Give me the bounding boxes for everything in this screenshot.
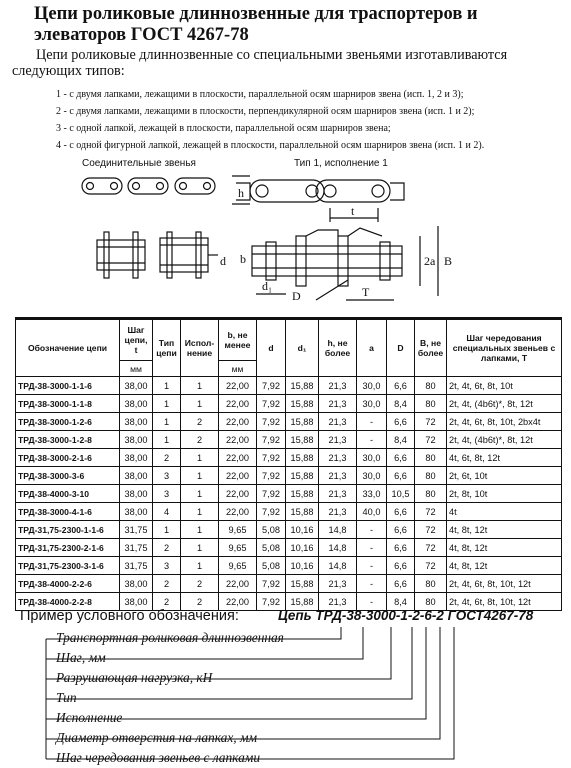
table-cell: 1	[181, 377, 219, 395]
table-cell: 2	[181, 413, 219, 431]
table-cell: 21,3	[319, 377, 357, 395]
table-cell: 2t, 4t, 6t, 8t, 10t, 2bx4t	[447, 413, 562, 431]
caption-connecting-links: Соединительные звенья	[82, 158, 196, 169]
table-cell: 2t, 4t, 6t, 8t, 10t, 12t	[447, 575, 562, 593]
chain-type-item: 1 - с двумя лапками, лежащими в плоскости, параллельной осям шарниров звена (исп. 1, 2 и 3);	[56, 89, 464, 100]
chain-type-item: 3 - с одной лапкой, лежащей в плоскости, параллельной осям шарниров звена;	[56, 123, 391, 134]
table-cell: 1	[181, 467, 219, 485]
legend-item: Диаметр отверстия на лапках, мм	[56, 730, 258, 745]
chain-code-cell: ТРД-38-3000-2-1-6	[16, 449, 120, 467]
table-cell: 15,88	[286, 485, 319, 503]
col-header: D	[387, 319, 415, 377]
table-cell: -	[357, 539, 387, 557]
table-cell: 1	[181, 539, 219, 557]
table-cell: 38,00	[120, 449, 153, 467]
table-cell: 38,00	[120, 575, 153, 593]
chain-code-cell: ТРД-38-4000-3-10	[16, 485, 120, 503]
table-cell: 5,08	[257, 557, 286, 575]
table-cell: 1	[181, 449, 219, 467]
table-cell: 8,4	[387, 395, 415, 413]
dim-label-b: b	[240, 252, 246, 266]
table-cell: 1	[181, 485, 219, 503]
legend-item: Транспортная роликовая длиннозвенная	[56, 630, 284, 645]
table-cell: 10,5	[387, 485, 415, 503]
table-cell: 6,6	[387, 503, 415, 521]
table-cell: -	[357, 521, 387, 539]
table-cell: 2	[153, 449, 181, 467]
col-header: Шаг чередования специальных звеньев с лапками, T	[447, 319, 562, 377]
table-cell: 72	[415, 431, 447, 449]
table-cell: 15,88	[286, 467, 319, 485]
table-header-row	[16, 319, 562, 361]
table-cell: 7,92	[257, 431, 286, 449]
table-row	[16, 449, 562, 467]
table-body	[16, 377, 562, 611]
table-cell: 38,00	[120, 377, 153, 395]
table-cell: 6,6	[387, 377, 415, 395]
table-cell: 21,3	[319, 575, 357, 593]
table-cell: 72	[415, 539, 447, 557]
table-cell: 2t, 4t, (4b6t)*, 8t, 12t	[447, 395, 562, 413]
dim-label-T: T	[362, 285, 370, 299]
table-cell: 22,00	[219, 395, 257, 413]
legend-item: Разрушающая нагрузка, кН	[56, 670, 213, 685]
table-row	[16, 467, 562, 485]
table-cell: 15,88	[286, 413, 319, 431]
table-cell: 15,88	[286, 575, 319, 593]
table-cell: 8,4	[387, 431, 415, 449]
table-row	[16, 431, 562, 449]
table-cell: 30,0	[357, 377, 387, 395]
table-cell: 15,88	[286, 431, 319, 449]
col-header: Испол-нение	[181, 319, 219, 377]
table-cell: 38,00	[120, 593, 153, 611]
table-row	[16, 575, 562, 593]
dimension-labels	[220, 186, 452, 303]
table-cell: 30,0	[357, 395, 387, 413]
table-cell: 31,75	[120, 539, 153, 557]
chain-type-item: 2 - с двумя лапками, лежащими в плоскости, перпендикулярной осям шарниров звена (исп. 1 и 2);	[56, 106, 475, 117]
dim-label-D: D	[292, 289, 301, 303]
table-cell: 9,65	[219, 521, 257, 539]
table-cell: 10,16	[286, 539, 319, 557]
table-cell: 14,8	[319, 557, 357, 575]
table-cell: 22,00	[219, 593, 257, 611]
table-cell: 2t, 8t, 10t	[447, 485, 562, 503]
table-cell: 15,88	[286, 449, 319, 467]
intro-text: Цепи роликовые длиннозвенные со специальными звеньями изготавливаются следующих типов:	[12, 47, 508, 79]
table-cell: 22,00	[219, 449, 257, 467]
table-cell: 38,00	[120, 395, 153, 413]
chain-code-cell: ТРД-38-4000-2-2-8	[16, 593, 120, 611]
table-cell: 2t, 4t, 6t, 8t, 10t, 12t	[447, 593, 562, 611]
table-cell: 6,6	[387, 467, 415, 485]
table-cell: 10,16	[286, 557, 319, 575]
table-cell: 80	[415, 467, 447, 485]
table-cell: 6,6	[387, 575, 415, 593]
table-row	[16, 557, 562, 575]
table-cell: 21,3	[319, 395, 357, 413]
table-row	[16, 395, 562, 413]
table-cell: 6,6	[387, 539, 415, 557]
col-header: d	[257, 319, 286, 377]
dim-label-d1: d₁	[262, 279, 273, 293]
table-cell: 1	[181, 557, 219, 575]
table-cell: 80	[415, 377, 447, 395]
col-header: Тип цепи	[153, 319, 181, 377]
chain-type1-side-view	[232, 176, 404, 222]
table-cell: 7,92	[257, 467, 286, 485]
table-cell: 33,0	[357, 485, 387, 503]
table-cell: 2t, 4t, (4b6t)*, 8t, 12t	[447, 431, 562, 449]
table-cell: 1	[153, 521, 181, 539]
chain-code-cell: ТРД-31,75-2300-2-1-6	[16, 539, 120, 557]
table-cell: 72	[415, 503, 447, 521]
table-cell: 22,00	[219, 431, 257, 449]
table-cell: 15,88	[286, 395, 319, 413]
table-row	[16, 377, 562, 395]
table-cell: 4	[153, 503, 181, 521]
unit-cell: мм	[120, 361, 153, 377]
table-cell: 1	[153, 413, 181, 431]
table-cell: 22,00	[219, 467, 257, 485]
table-cell: 2	[181, 575, 219, 593]
table-cell: 4t, 8t, 12t	[447, 539, 562, 557]
table-cell: 72	[415, 413, 447, 431]
chain-technical-drawing	[0, 0, 571, 320]
table-cell: 80	[415, 593, 447, 611]
dim-label-h: h	[238, 186, 244, 200]
table-cell: 7,92	[257, 413, 286, 431]
table-cell: -	[357, 557, 387, 575]
table-cell: 4t	[447, 503, 562, 521]
table-cell: 15,88	[286, 593, 319, 611]
table-cell: 72	[415, 557, 447, 575]
col-header: B, не более	[415, 319, 447, 377]
table-row	[16, 485, 562, 503]
col-header: d₁	[286, 319, 319, 377]
table-row	[16, 539, 562, 557]
table-cell: 2	[153, 575, 181, 593]
chain-code-cell: ТРД-38-3000-1-2-8	[16, 431, 120, 449]
table-cell: 14,8	[319, 539, 357, 557]
table-cell: 5,08	[257, 539, 286, 557]
table-cell: 7,92	[257, 449, 286, 467]
table-cell: 40,0	[357, 503, 387, 521]
col-header: Шаг цепи, t	[120, 319, 153, 361]
table-row	[16, 521, 562, 539]
table-row	[16, 413, 562, 431]
table-cell: 22,00	[219, 575, 257, 593]
table-cell: -	[357, 575, 387, 593]
table-cell: 21,3	[319, 449, 357, 467]
dim-label-d: d	[220, 254, 226, 268]
col-header: Обозначение цепи	[16, 319, 120, 377]
dim-label-t: t	[351, 204, 355, 218]
table-cell: 80	[415, 449, 447, 467]
table-cell: 15,88	[286, 503, 319, 521]
chain-code-cell: ТРД-38-3000-3-6	[16, 467, 120, 485]
legend-item: Тип	[56, 690, 77, 705]
example-label: Пример условного обозначения:	[20, 608, 239, 624]
table-cell: 38,00	[120, 485, 153, 503]
table-cell: 21,3	[319, 413, 357, 431]
table-cell: 80	[415, 485, 447, 503]
table-cell: 6,6	[387, 557, 415, 575]
table-cell: 22,00	[219, 503, 257, 521]
table-cell: 2t, 6t, 10t	[447, 467, 562, 485]
table-cell: 3	[153, 485, 181, 503]
legend-item: Исполнение	[56, 710, 123, 725]
table-cell: 6,6	[387, 449, 415, 467]
dim-label-2a: 2a	[424, 254, 436, 268]
chain-code-cell: ТРД-38-4000-2-2-6	[16, 575, 120, 593]
table-cell: 80	[415, 395, 447, 413]
table-cell: 2	[181, 593, 219, 611]
legend-item: Шаг чередования звеньев с лапками	[56, 750, 261, 765]
table-cell: 5,08	[257, 521, 286, 539]
table-cell: 3	[153, 557, 181, 575]
table-cell: 22,00	[219, 377, 257, 395]
chain-type-item: 4 - с одной фигурной лапкой, лежащей в плоскости, параллельной осям шарниров звена (исп. 1 и 2).	[56, 140, 485, 151]
table-cell: 1	[181, 521, 219, 539]
table-cell: 4t, 6t, 8t, 12t	[447, 449, 562, 467]
table-cell: 21,3	[319, 593, 357, 611]
col-header: b, не менее	[219, 319, 257, 361]
table-cell: 4t, 8t, 12t	[447, 521, 562, 539]
table-cell: 7,92	[257, 593, 286, 611]
table-cell: 1	[153, 431, 181, 449]
table-cell: 14,8	[319, 521, 357, 539]
table-cell: 8,4	[387, 593, 415, 611]
table-cell: 2t, 4t, 6t, 8t, 10t	[447, 377, 562, 395]
table-cell: 21,3	[319, 503, 357, 521]
document-title: Цепи роликовые длиннозвенные для траспортеров и элеваторов ГОСТ 4267-78	[34, 4, 478, 45]
table-cell: 6,6	[387, 413, 415, 431]
table-cell: 21,3	[319, 431, 357, 449]
table-cell: 38,00	[120, 467, 153, 485]
chain-code-cell: ТРД-38-3000-1-1-6	[16, 377, 120, 395]
legend-item: Шаг, мм	[56, 650, 106, 665]
table-cell: 9,65	[219, 557, 257, 575]
table-row	[16, 503, 562, 521]
table-cell: 31,75	[120, 557, 153, 575]
table-cell: 6,6	[387, 521, 415, 539]
table-cell: 9,65	[219, 539, 257, 557]
table-cell: 1	[181, 503, 219, 521]
table-cell: 7,92	[257, 395, 286, 413]
chain-code-cell: ТРД-31,75-2300-1-1-6	[16, 521, 120, 539]
chain-code-cell: ТРД-31,75-2300-3-1-6	[16, 557, 120, 575]
table-cell: 7,92	[257, 485, 286, 503]
table-cell: 22,00	[219, 485, 257, 503]
table-cell: 1	[181, 395, 219, 413]
table-cell: 1	[153, 377, 181, 395]
table-cell: 21,3	[319, 485, 357, 503]
table-cell: 21,3	[319, 467, 357, 485]
chain-code-cell: ТРД-38-3000-4-1-6	[16, 503, 120, 521]
table-cell: -	[357, 431, 387, 449]
table-cell: 30,0	[357, 449, 387, 467]
table-cell: 2	[153, 593, 181, 611]
table-cell: 4t, 8t, 12t	[447, 557, 562, 575]
chain-code-cell: ТРД-38-3000-1-1-8	[16, 395, 120, 413]
col-header: a	[357, 319, 387, 377]
table-cell: 80	[415, 575, 447, 593]
connecting-link-front-view	[97, 232, 218, 278]
table-cell: 3	[153, 467, 181, 485]
table-cell: 7,92	[257, 575, 286, 593]
table-cell: 38,00	[120, 413, 153, 431]
example-code: Цепь ТРД-38-3000-1-2-6-2 ГОСТ4267-78	[278, 608, 534, 623]
table-cell: 1	[153, 395, 181, 413]
table-cell: 7,92	[257, 503, 286, 521]
connecting-link-drawing	[82, 178, 215, 194]
table-cell: -	[357, 413, 387, 431]
table-cell: 2	[181, 431, 219, 449]
table-cell: 38,00	[120, 431, 153, 449]
table-cell: 38,00	[120, 503, 153, 521]
table-cell: 7,92	[257, 377, 286, 395]
table-cell: 22,00	[219, 413, 257, 431]
table-cell: 2	[153, 539, 181, 557]
chain-spec-table	[15, 317, 562, 611]
table-cell: 15,88	[286, 377, 319, 395]
unit-cell: мм	[219, 361, 257, 377]
col-header: h, не более	[319, 319, 357, 377]
table-cell: 72	[415, 521, 447, 539]
table-cell: 30,0	[357, 467, 387, 485]
table-cell: -	[357, 593, 387, 611]
chain-code-cell: ТРД-38-3000-1-2-6	[16, 413, 120, 431]
dim-label-B: B	[444, 254, 453, 268]
table-cell: 10,16	[286, 521, 319, 539]
table-cell: 31,75	[120, 521, 153, 539]
caption-type1: Тип 1, исполнение 1	[294, 158, 388, 169]
chain-type1-plan-view	[252, 226, 438, 300]
